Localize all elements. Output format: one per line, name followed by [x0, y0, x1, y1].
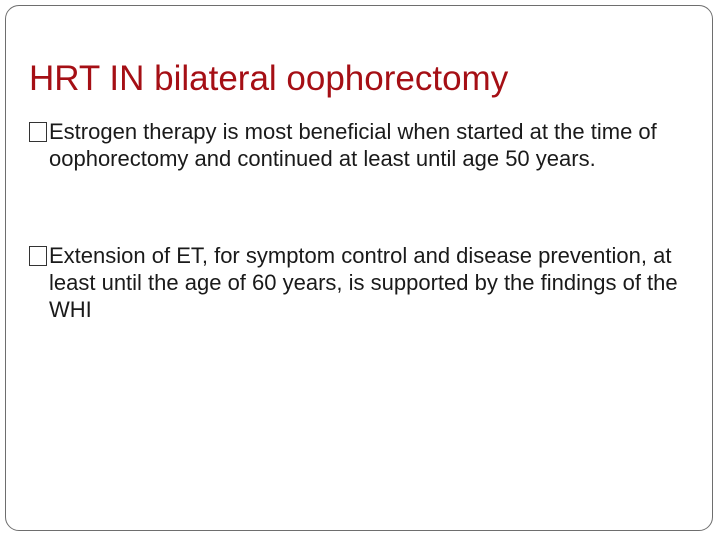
bullet-text: Estrogen therapy is most beneficial when started at the time of oophorectomy and continued at least until age 50 years. [49, 119, 657, 171]
square-box-icon [29, 122, 47, 142]
overflow-text-fragment [29, 528, 699, 540]
bullet-text: Extension of ET, for symptom control and disease prevention, at least until the age of 60 years, is supported by the findings of the WHI [49, 243, 678, 322]
slide-title: HRT IN bilateral oophorectomy [29, 59, 509, 98]
bullet-item [29, 118, 699, 172]
bullet-item [29, 242, 699, 323]
square-box-icon [29, 246, 47, 266]
